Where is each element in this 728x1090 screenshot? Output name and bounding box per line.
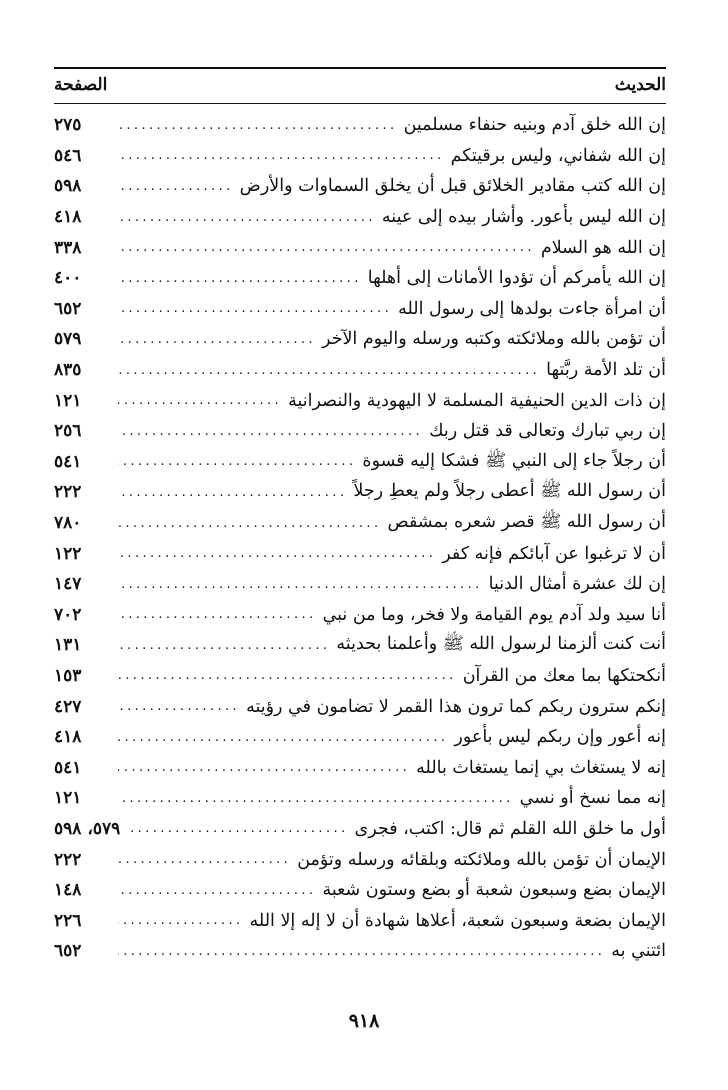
- index-entry: [54, 202, 666, 233]
- page-reference: ٢٧٥: [54, 115, 82, 136]
- hadith-text: إن الله ليس بأعور. وأشار بيده إلى عينه: [381, 207, 666, 228]
- index-entry: [54, 905, 666, 936]
- dot-leader: [118, 760, 410, 775]
- index-entry: [54, 936, 666, 967]
- hadith-text: أن رجلاً جاء إلى النبي ﷺ فشكا إليه قسوة: [362, 450, 666, 471]
- dot-leader: [118, 393, 282, 408]
- page-reference: ٥٤١: [54, 451, 82, 472]
- page-reference: ١٥٣: [54, 665, 82, 686]
- dot-leader: [118, 271, 362, 286]
- dot-leader: [118, 363, 540, 378]
- index-entry: [54, 691, 666, 722]
- dot-leader: [118, 485, 347, 500]
- page-reference: ١٤٧: [54, 574, 82, 595]
- index-entry: [54, 385, 666, 416]
- top-rule: [54, 67, 666, 69]
- page-reference: ١٤٨: [54, 880, 82, 901]
- dot-leader: [118, 546, 436, 561]
- dot-leader: [118, 638, 330, 653]
- hadith-text: أن رسول الله ﷺ قصر شعره بمشقص: [387, 512, 666, 533]
- dot-leader: [118, 699, 240, 714]
- index-entry: [54, 508, 666, 539]
- hadith-text: الإيمان بضعة وسبعون شعبة، أعلاها شهادة أن لا إله إلا الله: [249, 910, 666, 931]
- index-entry: [54, 324, 666, 355]
- page-reference: ٥٤١: [54, 757, 82, 778]
- dot-leader: [118, 577, 483, 592]
- page-reference: ٧٨٠: [54, 513, 82, 534]
- dot-leader: [118, 607, 317, 622]
- page-reference: ١٢١: [54, 390, 82, 411]
- hadith-text: إن ذات الدين الحنيفية المسلمة لا اليهودية والنصرانية: [288, 390, 666, 411]
- page-reference: ٥٧٩، ٥٩٨: [54, 818, 121, 839]
- index-entry: [54, 752, 666, 783]
- dot-leader: [118, 852, 291, 867]
- hadith-text: إن الله شفاني، وليس برقيتكم: [450, 145, 666, 166]
- page-reference: ٧٠٢: [54, 604, 82, 625]
- hadith-text: إنكم سترون ربكم كما ترون هذا القمر لا تضامون في رؤيته: [246, 696, 666, 717]
- dot-leader: [118, 454, 356, 469]
- hadith-column-label: الحديث: [614, 75, 666, 95]
- hadith-text: أنت كنت ألزمنا لرسول الله ﷺ وأعلمنا بحديثه: [336, 634, 666, 655]
- index-entry: [54, 722, 666, 753]
- dot-leader: [118, 516, 382, 531]
- page-reference: ٢٢٦: [54, 910, 82, 931]
- hadith-text: أن لا ترغبوا عن آبائكم فإنه كفر: [442, 543, 666, 564]
- hadith-text: الإيمان أن تؤمن بالله وملائكته وبلقائه ورسله وتؤمن: [297, 849, 666, 870]
- hadith-text: إنه أعور وإن ربكم ليس بأعور: [454, 727, 666, 748]
- index-entry: [54, 263, 666, 294]
- hadith-text: أنا سيد ولد آدم يوم القيامة ولا فخر، وما من نبي: [322, 604, 666, 625]
- hadith-text: أن رسول الله ﷺ أعطى رجلاً ولم يعطِ رجلاً: [353, 481, 666, 502]
- index-entry: [54, 171, 666, 202]
- dot-leader: [118, 301, 392, 316]
- dot-leader: [118, 424, 423, 439]
- dot-leader: [118, 332, 316, 347]
- dot-leader: [118, 668, 457, 683]
- dot-leader: [118, 210, 376, 225]
- dot-leader: [126, 821, 348, 836]
- index-entry: [54, 477, 666, 508]
- page-reference: ٨٣٥: [54, 360, 82, 381]
- hadith-text: أن امرأة جاءت بولدها إلى رسول الله: [398, 298, 666, 319]
- hadith-text: إنه لا يستغاث بي إنما يستغاث بالله: [416, 757, 666, 778]
- hadith-text: إن الله يأمركم أن تؤدوا الأمانات إلى أهلها: [367, 268, 666, 289]
- header-rule: [54, 103, 666, 104]
- index-entry: [54, 630, 666, 661]
- hadith-text: أول ما خلق الله القلم ثم قال: اكتب، فجرى: [354, 818, 666, 839]
- page-reference: ٦٥٢: [54, 298, 82, 319]
- dot-leader: [118, 118, 398, 133]
- hadith-index-list: [54, 110, 666, 967]
- hadith-text: إن الله خلق آدم وبنيه حنفاء مسلمين: [403, 115, 666, 136]
- page-reference: ٤١٨: [54, 727, 82, 748]
- index-entry: [54, 110, 666, 141]
- index-entry: [54, 661, 666, 692]
- dot-leader: [118, 730, 448, 745]
- index-entry: [54, 814, 666, 845]
- page-reference: ٢٥٦: [54, 421, 82, 442]
- index-entry: [54, 232, 666, 263]
- hadith-text: أن تلد الأمة ربَّتها: [546, 360, 666, 381]
- page-reference: ٢٢٢: [54, 849, 82, 870]
- index-entry: [54, 447, 666, 478]
- index-entry: [54, 875, 666, 906]
- dot-leader: [118, 240, 535, 255]
- hadith-text: إن ربي تبارك وتعالى قد قتل ربك: [429, 421, 666, 442]
- index-entry: [54, 416, 666, 447]
- page-reference: ٢٢٢: [54, 482, 82, 503]
- page-reference: ٥٧٩: [54, 329, 82, 350]
- page-reference: ٤١٨: [54, 207, 82, 228]
- page-reference: ٥٤٦: [54, 145, 82, 166]
- page-reference: ١٢١: [54, 788, 82, 809]
- dot-leader: [118, 944, 605, 959]
- hadith-text: إن الله هو السلام: [540, 237, 666, 258]
- hadith-text: إن لك عشرة أمثال الدنيا: [488, 574, 666, 595]
- page-reference: ١٢٢: [54, 543, 82, 564]
- dot-leader: [118, 883, 316, 898]
- index-entry: [54, 294, 666, 325]
- index-entry: [54, 538, 666, 569]
- hadith-text: الإيمان بضع وسبعون شعبة أو بضع وستون شعبة: [322, 880, 666, 901]
- index-entry: [54, 844, 666, 875]
- hadith-text: أن تؤمن بالله وملائكته وكتبه ورسله واليوم الآخر: [321, 329, 666, 350]
- index-entry: [54, 783, 666, 814]
- dot-leader: [118, 148, 445, 163]
- hadith-text: أنكحتكها بما معك من القرآن: [462, 665, 666, 686]
- hadith-text: إنه مما نسخ أو نسي: [519, 788, 666, 809]
- page-reference: ٥٩٨: [54, 176, 82, 197]
- hadith-text: ائتني به: [611, 941, 666, 962]
- index-entry: [54, 600, 666, 631]
- index-entry: [54, 355, 666, 386]
- index-entry: [54, 569, 666, 600]
- page-reference: ٤٠٠: [54, 268, 82, 289]
- page-reference: ٦٥٢: [54, 941, 82, 962]
- dot-leader: [118, 791, 514, 806]
- hadith-text: إن الله كتب مقادير الخلائق قبل أن يخلق السماوات والأرض: [239, 176, 666, 197]
- page-reference: ٤٢٧: [54, 696, 82, 717]
- index-entry: [54, 141, 666, 172]
- page-column-label: الصفحة: [54, 75, 108, 95]
- page-reference: ٣٣٨: [54, 237, 82, 258]
- dot-leader: [118, 179, 234, 194]
- page-number: ٩١٨: [348, 1010, 380, 1032]
- index-header: [54, 72, 666, 98]
- page-reference: ١٣١: [54, 635, 82, 656]
- dot-leader: [118, 913, 244, 928]
